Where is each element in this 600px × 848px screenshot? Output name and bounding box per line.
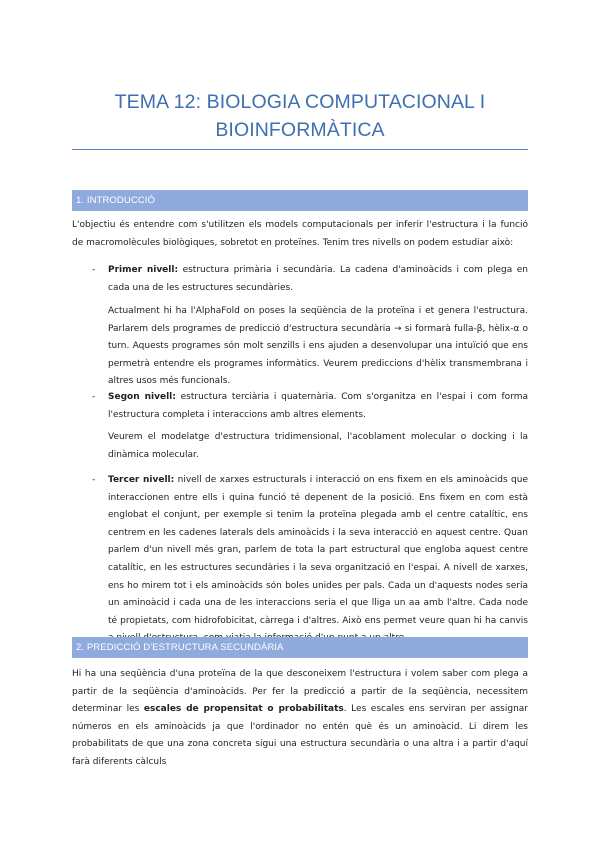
level-3-item: [108, 472, 528, 648]
secondary-text-before: Hi ha una seqüència d'una proteïna de la que desconeixem l'estructura i volem saber com plega a partir de la seqüència d'aminoàcids. Per fer la predicció a partir de la seqüència, necessitem determinar les: [72, 669, 528, 715]
section-heading-introduccio: 1. INTRODUCCIÓ: [72, 190, 528, 211]
section-heading-prediccio: 2. PREDICCIÓ D'ESTRUCTURA SECUNDÀRIA: [72, 637, 528, 658]
level-2-item: [108, 389, 528, 424]
level-1-item: [108, 262, 528, 297]
level-3-label: Tercer nivell:: [108, 475, 175, 485]
level-1-text: estructura primària i secundària. La cadena d'aminoàcids i com plega en cada una de les estructures secundàries.: [108, 265, 528, 293]
level-2-text: estructura terciària i quaternària. Com s'organitza en l'espai i com forma l'estructura completa i interaccions amb altres elements.: [108, 392, 528, 420]
level-1-label: Primer nivell:: [108, 265, 179, 275]
level-2-detail: Veurem el modelatge d'estructura tridimensional, l'acoblament molecular o docking i la dinàmica molecular.: [108, 432, 528, 460]
bullet-marker: -: [92, 475, 96, 485]
title-divider: [72, 149, 528, 150]
secondary-paragraph: [72, 666, 528, 772]
page-title-line-2: BIOINFORMÀTICA: [215, 119, 385, 141]
secondary-bold-term: escales de propensitat o probabilitats: [143, 704, 344, 715]
level-3-text: nivell de xarxes estructurals i interacció on ens fixem en els aminoàcids que interaccionen entre ells i quina funció té depenent de la posició. Ens fixem en com està englobat el conjunt, per exemple si tenim la proteïna plegada amb el centre catalític, ens centrem en les cadenes laterals dels aminoàcids i la seva interacció en aquest centre. Quan parlem d'un nivell més gran, parlem de tota la part estructural que engloba aquest centre catalític, en les estructures secundàries i la seva organització en l'espai. A nivell de xarxes, ens ho mirem tot i els aminoàcids són boles unides per pals. Cada un d'aquests nodes seria un aminoàcid i cada una de les interaccions seria el que lliga un aa amb l'altre. Cada node té propietats, com hidrofobicitat, càrrega i d'altres. Això ens permet veure quan hi ha canvis: [108, 475, 529, 626]
level-2-label: Segon nivell:: [108, 392, 176, 402]
page-title: [70, 88, 530, 144]
intro-paragraph: L'objectiu és entendre com s'utilitzen els models computacionals per inferir l'estructura i la funció de macromolècules biològiques, sobretot en proteïnes. Tenim tres nivells on podem estudiar això:: [72, 220, 528, 248]
bullet-marker: -: [92, 265, 96, 275]
page-title-line-1: TEMA 12: BIOLOGIA COMPUTACIONAL I: [114, 91, 486, 113]
bullet-marker: -: [92, 392, 96, 402]
level-1-detail: Actualment hi ha l'AlphaFold on poses la seqüència de la proteïna i et genera l'estructura. Parlarem dels programes de predicció d'estructura secundària → si formarà fulla-β, hèlix-α o turn. Aquests programes són molt senzills i ens ajuden a desenvolupar una intuïció que ens permetrà entendre els programes informàtics. Veurem prediccions d'hèlix transmembrana i altres usos més funcionals.: [108, 306, 528, 387]
secondary-text-after: . Les escales ens serviran per assignar números en els aminoàcids ja que l'ordinador no entén què és un aminoàcid. Li direm les probabilitats de que una zona concreta sigui una estructura secundària o una altra i a partir d'aquí farà diferents càlculs: [72, 704, 528, 767]
